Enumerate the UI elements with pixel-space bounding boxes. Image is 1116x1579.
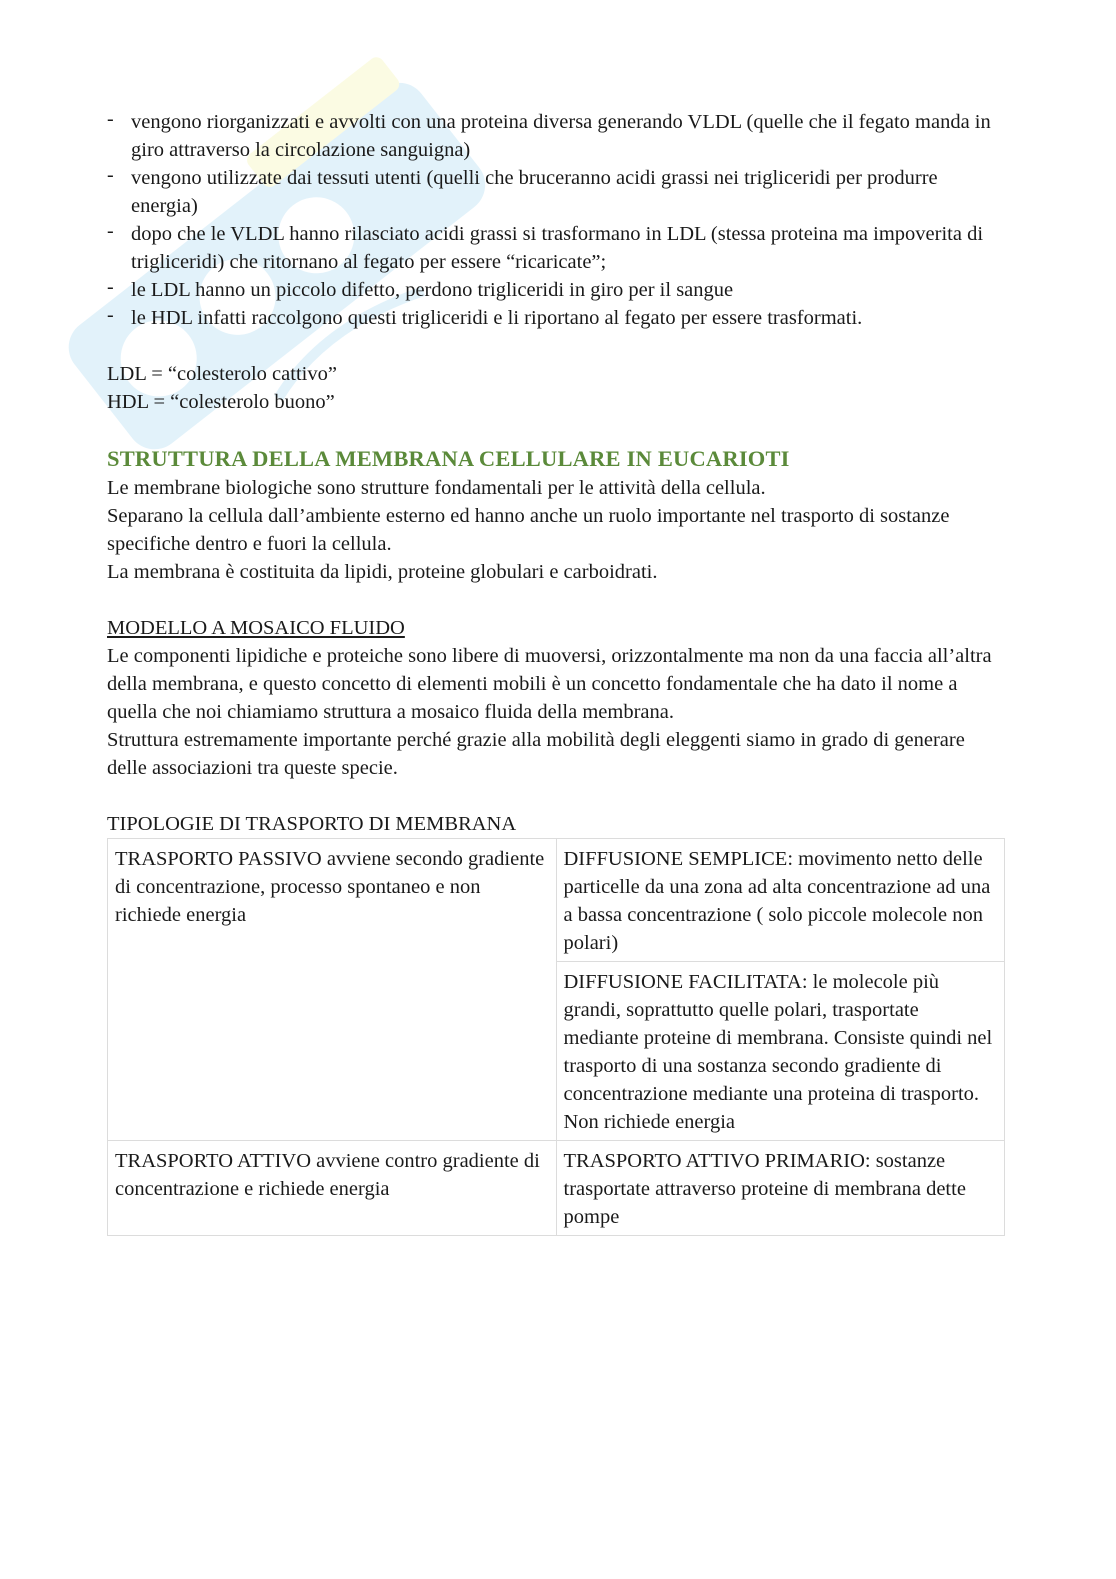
passive-transport-cell: TRASPORTO PASSIVO avviene secondo gradiente di concentrazione, processo spontaneo e non richiede energia [108, 839, 557, 1141]
subheading-mosaic-model: MODELLO A MOSAICO FLUIDO [107, 617, 405, 639]
list-item: - dopo che le VLDL hanno rilasciato acidi grassi si trasformano in LDL (stessa proteina ma impoverita di trigliceridi) che ritornano al fegato per essere “ricaricate”; [107, 220, 1007, 276]
list-item: - vengono riorganizzati e avvolti con una proteina diversa generando VLDL (quelle che il fegato manda in giro attraverso la circolazione sanguigna) [107, 108, 1007, 164]
list-item: - vengono utilizzate dai tessuti utenti (quelli che bruceranno acidi grassi nei trigliceridi per produrre energia) [107, 164, 1007, 220]
cholesterol-definitions [107, 360, 1007, 416]
paragraph: La membrana è costituita da lipidi, proteine globulari e carboidrati. [107, 561, 658, 583]
ldl-definition: LDL = “colesterolo cattivo” [107, 363, 337, 385]
table-row [108, 839, 1005, 962]
paragraph: Le membrane biologiche sono strutture fondamentali per le attività della cellula. [107, 477, 766, 499]
table-row [108, 1141, 1005, 1236]
lipoprotein-list [107, 108, 1007, 332]
facilitated-diffusion-cell: DIFFUSIONE FACILITATA: le molecole più grandi, soprattutto quelle polari, trasportate mediante proteine di membrana. Consiste quindi nel trasporto di una sostanza secondo gradiente di concentrazione mediante una proteina di trasporto. Non richiede energia [556, 962, 1005, 1141]
active-transport-cell: TRASPORTO ATTIVO avviene contro gradiente di concentrazione e richiede energia [108, 1141, 557, 1236]
list-item: - le LDL hanno un piccolo difetto, perdono trigliceridi in giro per il sangue [107, 276, 1007, 304]
primary-active-transport-cell: TRASPORTO ATTIVO PRIMARIO: sostanze trasportate attraverso proteine di membrana dette pompe [556, 1141, 1005, 1236]
paragraph: Struttura estremamente importante perché grazie alla mobilità degli eleggenti siamo in grado di generare delle associazioni tra queste specie. [107, 729, 965, 779]
document-body [107, 108, 1007, 1236]
paragraph: Le componenti lipidiche e proteiche sono libere di muoversi, orizzontalmente ma non da una faccia all’altra della membrana, e questo concetto di elementi mobili è un concetto fondamentale che ha dato il nome a quella che noi chiamiamo struttura a mosaico fluida della membrana. [107, 645, 992, 723]
simple-diffusion-cell: DIFFUSIONE SEMPLICE: movimento netto delle particelle da una zona ad alta concentrazione ad una a bassa concentrazione ( solo piccole molecole non polari) [556, 839, 1005, 962]
transport-table [107, 838, 1005, 1236]
section-heading: STRUTTURA DELLA MEMBRANA CELLULARE IN EUCARIOTI [107, 446, 790, 471]
paragraph: Separano la cellula dall’ambiente esterno ed hanno anche un ruolo importante nel trasporto di sostanze specifiche dentro e fuori la cellula. [107, 505, 950, 555]
hdl-definition: HDL = “colesterolo buono” [107, 391, 335, 413]
subheading-transport-types: TIPOLOGIE DI TRASPORTO DI MEMBRANA [107, 813, 517, 835]
list-item: - le HDL infatti raccolgono questi trigliceridi e li riportano al fegato per essere trasformati. [107, 304, 1007, 332]
